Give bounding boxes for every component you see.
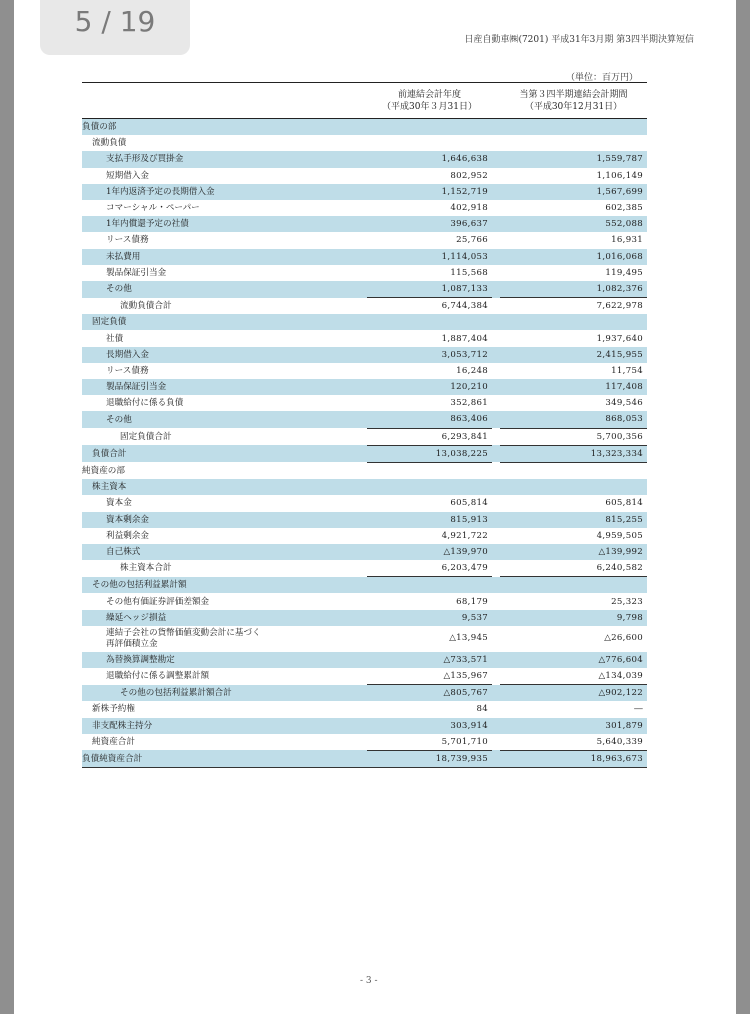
value-prev: 396,637 (367, 216, 492, 232)
row-label-text: その他 (106, 414, 132, 425)
value-current: △902,122 (500, 685, 647, 702)
value-prev: 863,406 (367, 411, 492, 428)
column-gap (492, 330, 500, 346)
table-row (82, 512, 647, 528)
value-current: 2,415,955 (500, 347, 647, 363)
row-label-text: 連結子会社の貨幣価値変動会計に基づく (106, 627, 261, 638)
table-row (82, 495, 647, 511)
value-current: 1,559,787 (500, 151, 647, 167)
value-prev: 6,203,479 (367, 560, 492, 577)
value-prev: 1,152,719 (367, 184, 492, 200)
table-row (82, 445, 647, 462)
column-gap (492, 200, 500, 216)
row-label-text: 繰延ヘッジ損益 (106, 612, 167, 623)
table-row (82, 363, 647, 379)
column-header-cur (500, 83, 647, 119)
value-prev: 1,087,133 (367, 281, 492, 298)
row-label (82, 479, 367, 495)
value-current (500, 577, 647, 594)
value-current: 552,088 (500, 216, 647, 232)
value-current: 602,385 (605, 203, 643, 214)
value-prev: △13,945 (449, 633, 488, 644)
value-prev: △805,767 (367, 685, 492, 702)
row-label-text: 長期借入金 (106, 349, 149, 360)
table-row (82, 216, 647, 232)
table-row (82, 734, 647, 751)
value-prev: 13,038,225 (367, 445, 492, 462)
table-row (82, 626, 647, 652)
value-current: 815,255 (500, 512, 647, 528)
row-label-text: 資本金 (106, 498, 132, 509)
table-row (82, 232, 647, 248)
row-label-text: 退職給付に係る負債 (106, 398, 184, 409)
row-label (82, 184, 367, 200)
row-label-text: 資本剰余金 (106, 514, 149, 525)
value-prev: 815,913 (367, 512, 492, 528)
table-row (82, 119, 647, 136)
page-counter: 5 / 19 (40, 0, 190, 55)
value-prev (367, 479, 492, 495)
table-row (82, 610, 647, 626)
row-label-text: 製品保証引当金 (106, 267, 167, 278)
column-gap (492, 495, 500, 511)
row-label (82, 685, 367, 702)
value-current: 301,879 (500, 718, 647, 734)
value-current: ― (634, 704, 643, 715)
row-label-text: その他有価証券評価差額金 (106, 596, 210, 607)
table-row (82, 281, 647, 298)
column-gap (492, 135, 500, 151)
column-gap (492, 347, 500, 363)
value-prev: 1,887,404 (441, 333, 488, 344)
value-prev: 1,114,053 (367, 249, 492, 265)
column-header-prev (367, 83, 492, 119)
column-gap (492, 528, 500, 544)
value-prev: 84 (476, 704, 488, 715)
row-label (82, 577, 367, 594)
value-current: 7,622,978 (596, 301, 643, 312)
document-header-title: 日産自動車㈱(7201) 平成31年3月期 第3四半期決算短信 (464, 35, 694, 45)
column-gap (492, 479, 500, 495)
column-gap (492, 395, 500, 411)
row-label (82, 445, 367, 462)
column-gap (492, 718, 500, 734)
column-header-prev-line1: 前連結会計年度 (397, 90, 461, 100)
value-prev: △139,970 (367, 544, 492, 560)
row-label (82, 610, 367, 626)
column-gap (492, 685, 500, 702)
unit-label: （単位：百万円） (566, 73, 639, 83)
table-row (82, 479, 647, 495)
value-current: 25,323 (611, 596, 643, 607)
row-label (82, 626, 367, 652)
row-label-text: 純資産合計 (92, 737, 135, 748)
balance-sheet-body (82, 119, 647, 768)
table-row (82, 168, 647, 184)
value-current: 6,240,582 (500, 560, 647, 577)
value-current (500, 479, 647, 495)
row-label-text: 負債の部 (82, 122, 117, 133)
row-label-text: 未払費用 (106, 251, 141, 262)
column-gap (492, 363, 500, 379)
value-prev (367, 577, 492, 594)
column-gap (492, 560, 500, 577)
value-current: 11,754 (611, 365, 643, 376)
table-row (82, 560, 647, 577)
table-row (82, 718, 647, 734)
column-gap (492, 626, 500, 652)
row-label (82, 750, 367, 767)
value-current: 9,798 (500, 610, 647, 626)
table-row (82, 428, 647, 445)
table-row (82, 685, 647, 702)
value-current: 18,963,673 (500, 750, 647, 767)
value-prev: 1,646,638 (367, 151, 492, 167)
header-gap (492, 83, 500, 119)
table-row (82, 395, 647, 411)
row-label-text: 株主資本合計 (120, 563, 172, 574)
value-prev: 9,537 (367, 610, 492, 626)
row-label-text: 負債純資産合計 (82, 753, 143, 764)
value-prev: 605,814 (450, 498, 488, 509)
column-gap (492, 379, 500, 395)
value-current: 5,700,356 (500, 428, 647, 445)
table-row (82, 184, 647, 200)
value-current: 119,495 (605, 267, 643, 278)
row-label (82, 232, 367, 248)
row-label (82, 734, 367, 751)
value-current: 4,959,505 (596, 530, 643, 541)
table-row (82, 298, 647, 315)
value-current: 5,640,339 (500, 734, 647, 751)
row-label-text: 負債合計 (92, 448, 127, 459)
row-label (82, 265, 367, 281)
value-current: 868,053 (500, 411, 647, 428)
column-header-cur-line2: （平成30年12月31日） (524, 102, 623, 112)
row-label-text: 退職給付に係る調整累計額 (106, 671, 210, 682)
row-label-text: 新株予約権 (92, 704, 135, 715)
row-label-text: 株主資本 (92, 482, 127, 493)
row-label (82, 668, 367, 685)
column-gap (492, 232, 500, 248)
column-gap (492, 119, 500, 136)
table-row (82, 462, 647, 479)
table-row (82, 750, 647, 767)
column-header-cur-line1: 当第３四半期連結会計期間 (519, 90, 628, 100)
column-gap (492, 610, 500, 626)
value-prev: 18,739,935 (367, 750, 492, 767)
value-current: △134,039 (500, 668, 647, 685)
table-row (82, 411, 647, 428)
column-gap (492, 151, 500, 167)
row-label (82, 330, 367, 346)
value-prev: 352,861 (450, 398, 488, 409)
row-label-text: その他の包括利益累計額合計 (120, 688, 232, 699)
value-prev: 4,921,722 (441, 530, 488, 541)
row-label (82, 200, 367, 216)
row-label-text-line2: 再評価積立金 (106, 638, 158, 649)
column-gap (492, 216, 500, 232)
table-row (82, 379, 647, 395)
value-prev: 402,918 (450, 203, 488, 214)
value-current: 16,931 (611, 235, 643, 246)
column-gap (492, 577, 500, 594)
table-row (82, 668, 647, 685)
column-gap (492, 512, 500, 528)
value-current: △26,600 (604, 633, 643, 644)
row-label (82, 347, 367, 363)
column-gap (492, 298, 500, 315)
value-prev: 68,179 (456, 596, 488, 607)
table-row (82, 151, 647, 167)
value-current: 349,546 (605, 398, 643, 409)
row-label (82, 314, 367, 330)
column-gap (492, 652, 500, 668)
row-label (82, 411, 367, 428)
column-gap (492, 668, 500, 685)
row-label-text: 自己株式 (106, 546, 141, 557)
value-prev: △135,967 (367, 668, 492, 685)
balance-sheet-table (82, 82, 647, 768)
row-label (82, 544, 367, 560)
row-label-text: 製品保証引当金 (106, 382, 167, 393)
value-prev (367, 462, 492, 479)
row-label-text: 1年内返済予定の長期借入金 (106, 186, 215, 197)
row-label-text: 為替換算調整勘定 (106, 654, 175, 665)
row-label (82, 652, 367, 668)
column-gap (492, 411, 500, 428)
column-gap (492, 544, 500, 560)
row-label (82, 528, 367, 544)
value-prev (367, 135, 492, 151)
row-label-text: その他の包括利益累計額 (92, 580, 187, 591)
value-prev: 6,293,841 (367, 428, 492, 445)
row-label (82, 701, 367, 717)
row-label (82, 135, 367, 151)
value-current: 117,408 (500, 379, 647, 395)
row-label (82, 495, 367, 511)
column-gap (492, 184, 500, 200)
column-gap (492, 462, 500, 479)
value-current: 1,937,640 (596, 333, 643, 344)
row-label-text: 純資産の部 (82, 465, 125, 476)
row-label (82, 151, 367, 167)
value-prev: 115,568 (450, 267, 488, 278)
row-label-text: 利益剰余金 (106, 530, 149, 541)
column-gap (492, 428, 500, 445)
row-label (82, 249, 367, 265)
column-gap (492, 314, 500, 330)
value-prev: 6,744,384 (441, 301, 488, 312)
row-label-text: 社債 (106, 333, 124, 344)
value-prev (367, 119, 492, 136)
row-label (82, 593, 367, 609)
row-label-text: 短期借入金 (106, 170, 149, 181)
column-gap (492, 281, 500, 298)
row-label-text: コマーシャル・ペーパー (106, 203, 200, 214)
row-label (82, 462, 367, 479)
table-row (82, 265, 647, 281)
row-label (82, 428, 367, 445)
column-gap (492, 249, 500, 265)
table-row (82, 544, 647, 560)
table-row (82, 701, 647, 717)
row-label-text: 流動負債合計 (120, 300, 172, 311)
column-gap (492, 265, 500, 281)
table-row (82, 528, 647, 544)
row-label-text: リース債務 (106, 365, 149, 376)
value-prev: 120,210 (367, 379, 492, 395)
table-row (82, 314, 647, 330)
row-label-text: その他 (106, 284, 132, 295)
column-gap (492, 734, 500, 751)
row-label-text: 支払手形及び買掛金 (106, 154, 184, 165)
value-current: △139,992 (500, 544, 647, 560)
row-label (82, 363, 367, 379)
table-row (82, 200, 647, 216)
column-gap (492, 593, 500, 609)
column-gap (492, 168, 500, 184)
value-current: 1,082,376 (500, 281, 647, 298)
row-label (82, 395, 367, 411)
value-prev: 303,914 (367, 718, 492, 734)
row-label (82, 298, 367, 315)
value-prev (367, 314, 492, 330)
value-current: 13,323,334 (500, 445, 647, 462)
row-label (82, 216, 367, 232)
row-label (82, 281, 367, 298)
row-label (82, 512, 367, 528)
value-current: 1,016,068 (500, 249, 647, 265)
value-prev: △733,571 (367, 652, 492, 668)
value-prev: 3,053,712 (367, 347, 492, 363)
row-label-text: リース債務 (106, 235, 149, 246)
table-row (82, 577, 647, 594)
table-row (82, 249, 647, 265)
row-label (82, 119, 367, 136)
column-gap (492, 445, 500, 462)
value-current (500, 119, 647, 136)
value-current: 1,106,149 (596, 170, 643, 181)
row-label (82, 560, 367, 577)
column-header-prev-line2: （平成30年３月31日） (382, 102, 477, 112)
page-number: - 3 - (360, 976, 378, 986)
row-label-text: 固定負債 (92, 317, 127, 328)
row-label-text: 流動負債 (92, 138, 127, 149)
row-label (82, 379, 367, 395)
row-label (82, 718, 367, 734)
table-row (82, 593, 647, 609)
value-current (500, 135, 647, 151)
table-row (82, 652, 647, 668)
table-row (82, 330, 647, 346)
value-prev: 16,248 (456, 365, 488, 376)
row-label-text: 非支配株主持分 (92, 720, 153, 731)
header-blank (82, 83, 367, 119)
row-label-text: 1年内償還予定の社債 (106, 219, 189, 230)
value-prev: 25,766 (456, 235, 488, 246)
value-current (500, 462, 647, 479)
value-current: 1,567,699 (500, 184, 647, 200)
column-gap (492, 701, 500, 717)
value-current: △776,604 (500, 652, 647, 668)
table-row (82, 347, 647, 363)
table-row (82, 135, 647, 151)
row-label (82, 168, 367, 184)
value-current (500, 314, 647, 330)
value-current: 605,814 (605, 498, 643, 509)
column-gap (492, 750, 500, 767)
value-prev: 802,952 (450, 170, 488, 181)
row-label-text: 固定負債合計 (120, 431, 172, 442)
value-prev: 5,701,710 (367, 734, 492, 751)
